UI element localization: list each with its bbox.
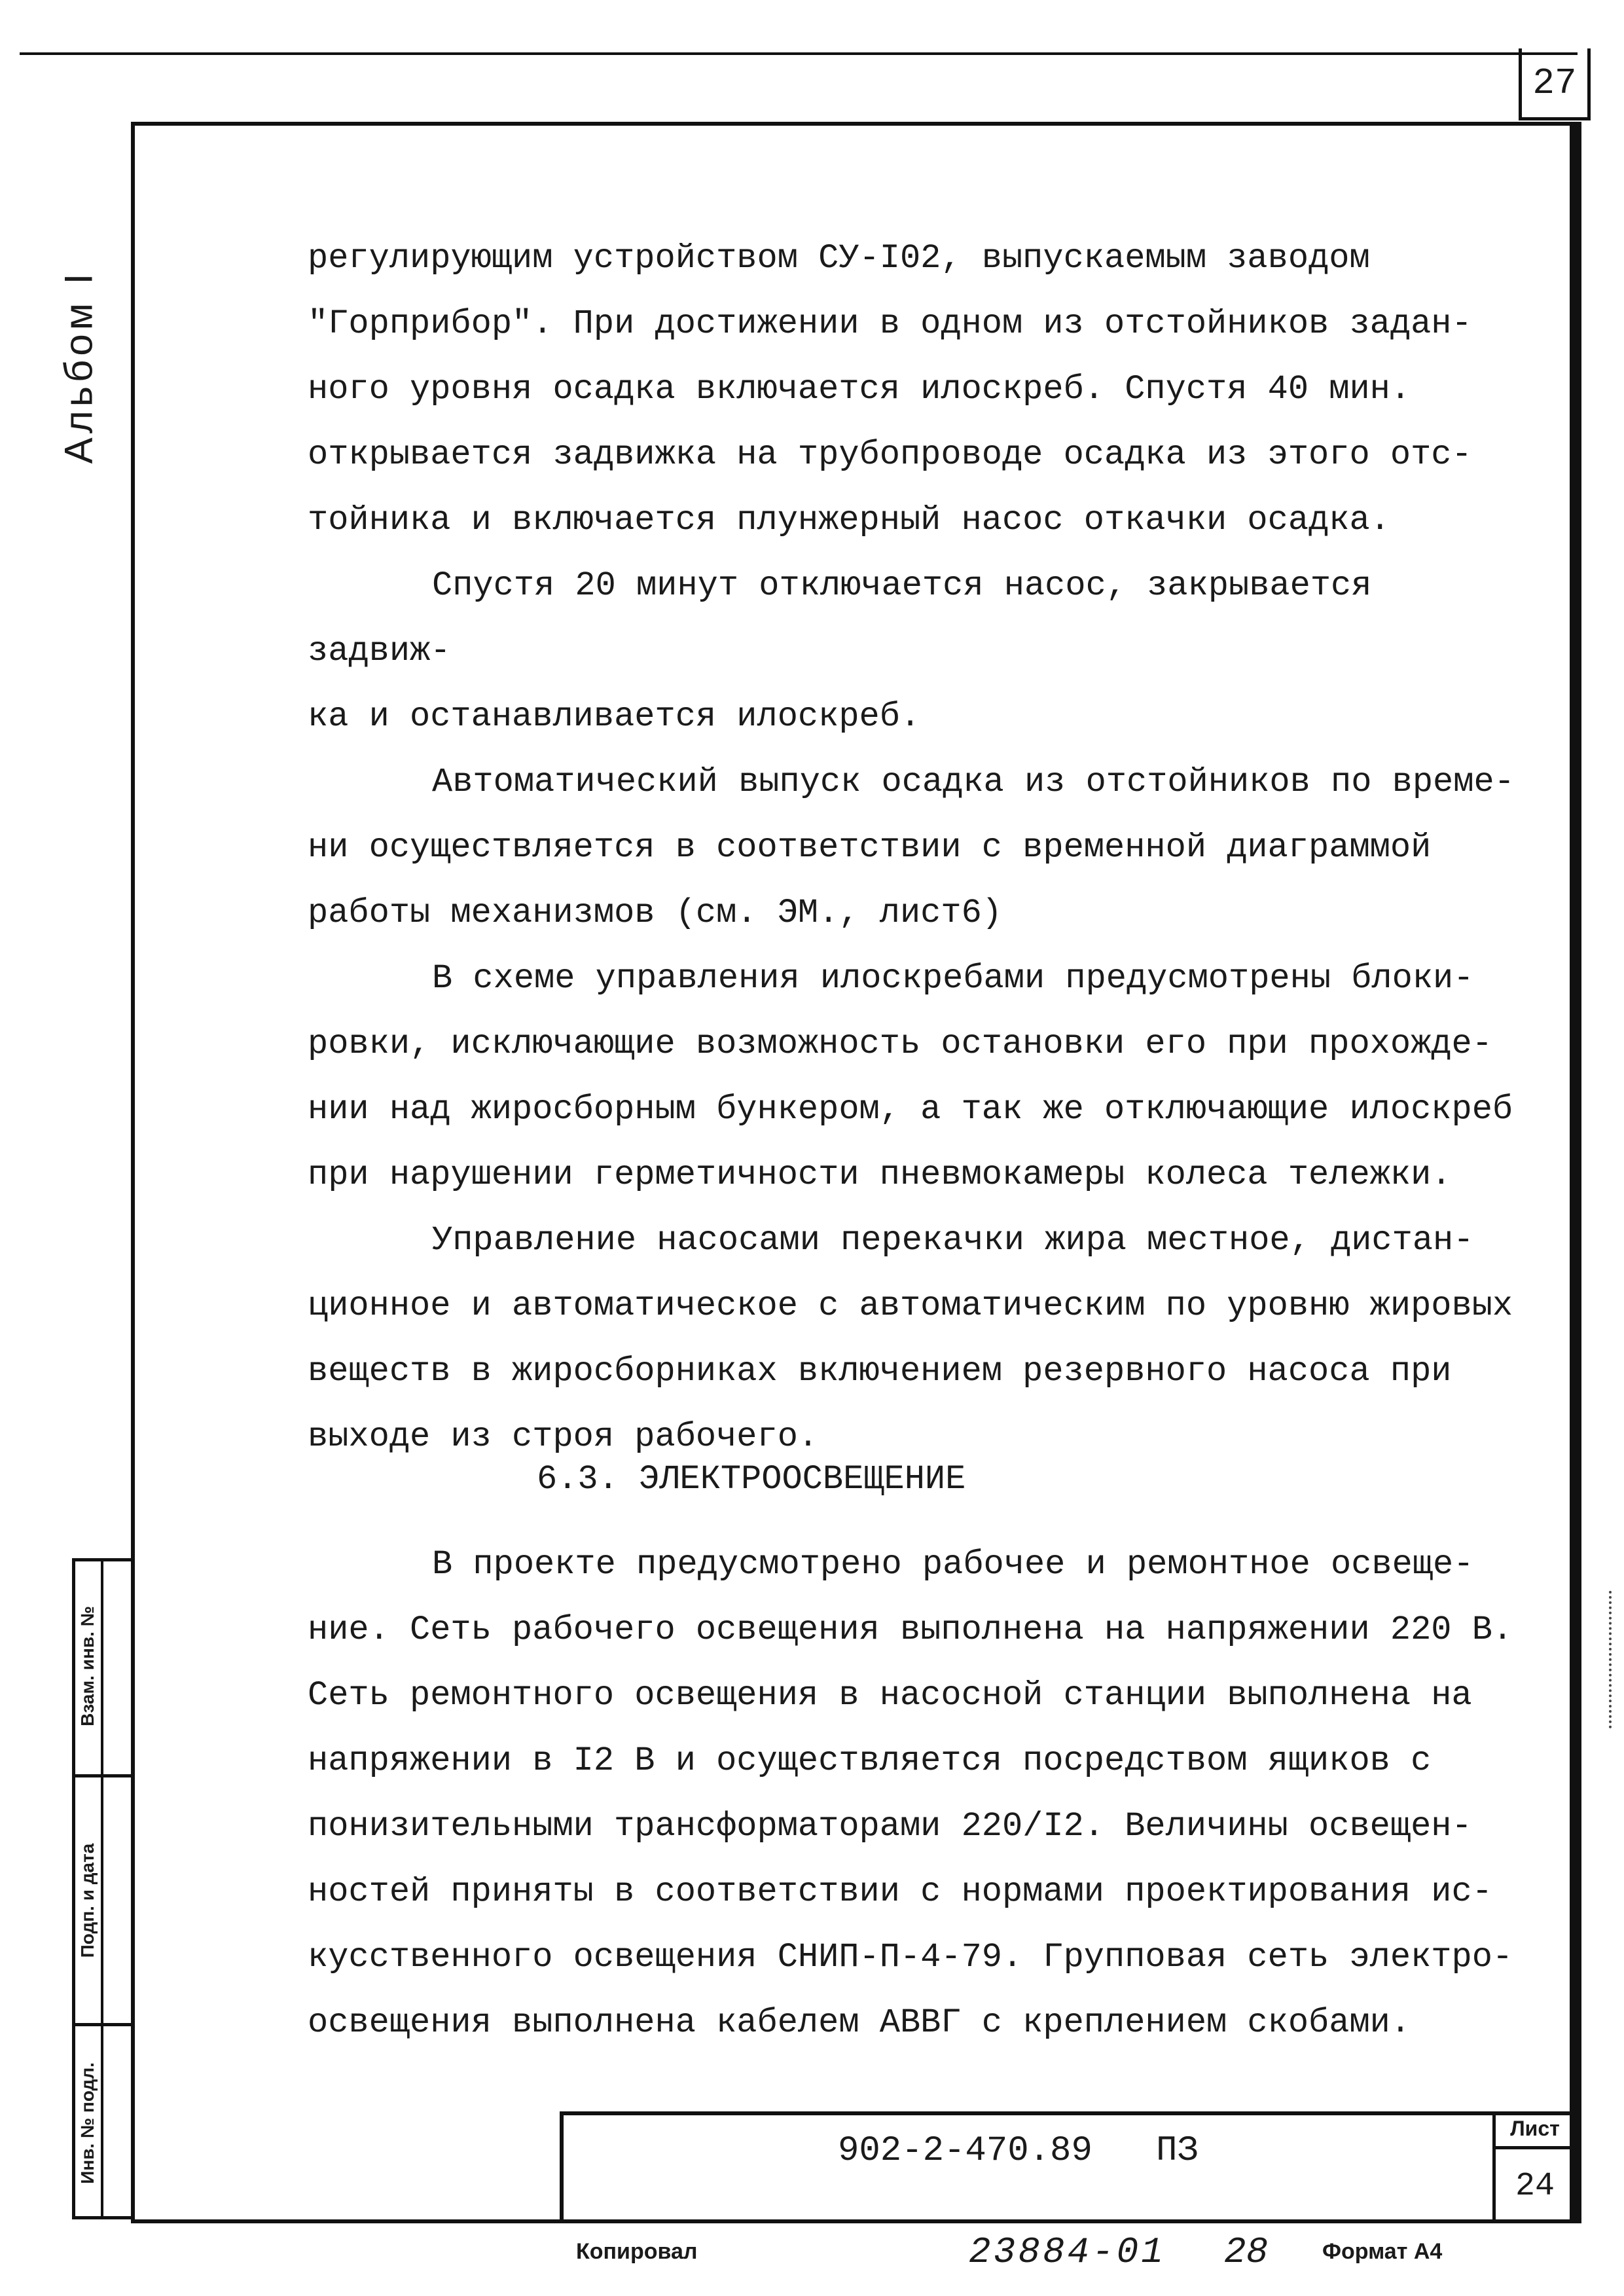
page-number: 27	[1519, 48, 1591, 120]
stamp-vzam	[72, 1558, 103, 1774]
stamp-vzam-label: Взам. инв. №	[77, 1606, 98, 1726]
section-body	[308, 1532, 1519, 2056]
paragraph-5: Управление насосами перекачки жира местное, дистан- ционное и автоматическое с автоматическим по уровню жировых веществ в жиросборниках включением резервного насоса при выходе из строя рабочего.	[308, 1221, 1513, 1456]
section-paragraph: В проекте предусмотрено рабочее и ремонтное освеще- ние. Сеть рабочего освещения выполнена на напряжении 220 В. Сеть ремонтного освещения в насосной станции выполнена на напряжении в I2 В и осуществляется посредством ящиков с понизительными трансформаторами 220/I2. Величины освещен- ностей приняты в соответствии с нормами проектирования ис- кусственного освещения СНИП-П-4-79. Групповая сеть электро- освещения выполнена кабелем АВВГ с креплением скобами.	[308, 1545, 1513, 2042]
margin-dots	[1609, 1591, 1614, 1728]
order-number: 23884-01	[969, 2231, 1166, 2273]
stamp-podp-label: Подп. и дата	[77, 1843, 98, 1958]
stamp-inv-label: Инв. № подл.	[77, 2062, 98, 2184]
document-code: 902-2-470.89 ПЗ	[838, 2131, 1199, 2171]
section-heading: 6.3. ЭЛЕКТРООСВЕЩЕНИЕ	[537, 1460, 966, 1499]
album-label-text: Альбом I	[56, 269, 101, 464]
paragraph-4: В схеме управления илоскребами предусмотрены блоки- ровки, исключающие возможность остановки его при прохожде- нии над жиросборным бункером, а так же отключающие илоскреб при нарушении герметичности пневмокамеры колеса тележки.	[308, 959, 1513, 1194]
paragraph-2: Спустя 20 минут отключается насос, закрывается задвиж- ка и останавливается илоскреб.	[308, 566, 1372, 736]
stamp-inv	[72, 2026, 103, 2219]
stamp-podp	[72, 1777, 103, 2023]
format-label: Формат А4	[1322, 2239, 1443, 2264]
frame-right-edge	[1570, 122, 1578, 2223]
order-suffix: 28	[1224, 2231, 1269, 2273]
sheet-number: 24	[1492, 2149, 1574, 2223]
copied-label: Копировал	[576, 2239, 698, 2264]
paragraph-1: регулирующим устройством СУ-I02, выпускаемым заводом "Горприбор". При достижении в одном из отстойников задан- ного уровня осадка включается илоскреб. Спустя 40 мин. открывается задвижка на трубопроводе осадка из этого отс- тойника и включается плунжерный насос откачки осадка.	[308, 239, 1472, 539]
top-rule	[20, 52, 1578, 55]
sheet-label: Лист	[1492, 2111, 1574, 2149]
body-text	[308, 226, 1519, 1470]
album-label	[39, 236, 118, 498]
paragraph-3: Автоматический выпуск осадка из отстойников по време- ни осуществляется в соответствии с временной диаграммой работы механизмов (см. ЭМ., лист6)	[308, 763, 1515, 932]
